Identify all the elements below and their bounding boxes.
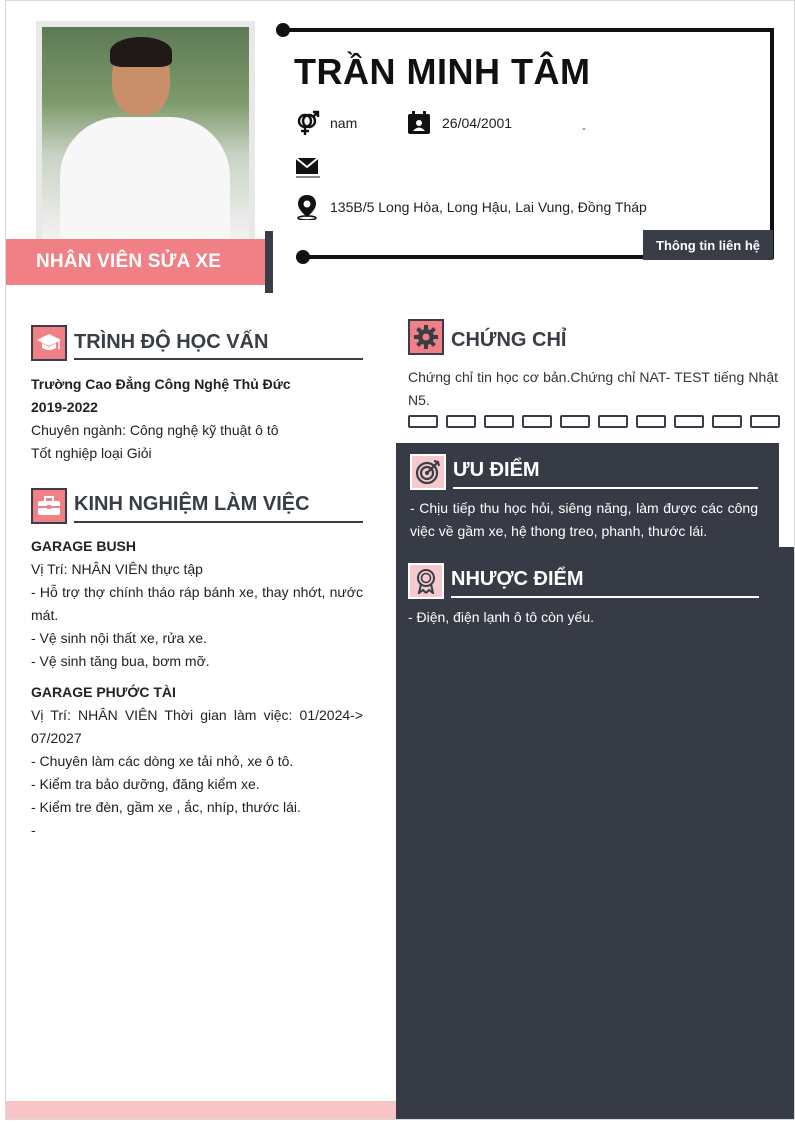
right-dark-panel (396, 443, 795, 1120)
graduation-cap-icon (31, 325, 67, 361)
envelope-icon (294, 153, 320, 179)
experience-line: - Vệ sinh nội thất xe, rửa xe. (31, 630, 207, 646)
strengths-text: - Chịu tiếp thu học hỏi, siêng năng, làm được các công việc về gầm xe, hệ thong treo, phanh, thước lái. (410, 500, 758, 539)
target-icon (410, 454, 446, 490)
experience-job-2 (31, 681, 363, 842)
header-frame-dot-bottom (296, 250, 310, 264)
education-major: Chuyên ngành: Công nghệ kỹ thuật ô tô (31, 422, 279, 438)
award-icon (408, 563, 444, 599)
education-school: Trường Cao Đẳng Công Nghệ Thủ Đức (31, 376, 291, 392)
dob-row (406, 110, 512, 136)
education-title: TRÌNH ĐỘ HỌC VẤN (74, 331, 269, 353)
experience-line: - Vệ sinh tăng bua, bơm mỡ. (31, 653, 210, 669)
experience-underline (74, 521, 363, 523)
experience-line: Vị Trí: NHÂN VIÊN Thời gian làm việc: 01/2024-> 07/2027 (31, 707, 363, 746)
education-years: 2019-2022 (31, 399, 98, 415)
cv-page (5, 0, 795, 1120)
experience-job-1 (31, 535, 363, 673)
education-body (31, 373, 363, 465)
experience-line: - Chuyên làm các dòng xe tải nhỏ, xe ô tô. (31, 753, 294, 769)
gear-icon (408, 319, 444, 355)
experience-line: - (31, 822, 36, 838)
weaknesses-text: - Điện, điện lạnh ô tô còn yếu. (408, 609, 595, 625)
experience-line: - Kiểm tra bảo dưỡng, đăng kiểm xe. (31, 776, 260, 792)
certificates-divider (408, 415, 780, 428)
header-frame-top (284, 28, 774, 32)
education-grade: Tốt nghiệp loại Giỏi (31, 445, 152, 461)
map-pin-icon (294, 194, 320, 220)
strengths-underline (453, 487, 758, 489)
stray-dash: - (582, 123, 586, 135)
experience-company: GARAGE PHƯỚC TÀI (31, 684, 176, 700)
experience-line: Vị Trí: NHÂN VIÊN thực tập (31, 561, 203, 577)
right-panel-notch (779, 443, 795, 547)
dob-value: 26/04/2001 (442, 115, 513, 131)
calendar-icon (406, 110, 432, 136)
gender-icon (294, 110, 320, 136)
experience-title: KINH NGHIỆM LÀM VIỆC (74, 493, 310, 515)
contact-info-tag: Thông tin liên hệ (643, 230, 773, 260)
address-row (294, 194, 647, 220)
gender-row (294, 110, 357, 136)
footer-pink-strip (6, 1101, 396, 1120)
header-frame-right (770, 28, 774, 258)
certificates-title: CHỨNG CHỈ (451, 329, 567, 351)
weaknesses-underline (451, 596, 759, 598)
briefcase-icon (31, 488, 67, 524)
candidate-name: TRẦN MINH TÂM (294, 51, 591, 92)
gender-value: nam (330, 115, 358, 131)
address-value: 135B/5 Long Hòa, Long Hậu, Lai Vung, Đồng Tháp (330, 199, 647, 215)
certificates-text: Chứng chỉ tin học cơ bản.Chứng chỉ NAT- TEST tiếng Nhật N5. (408, 369, 778, 408)
experience-line: - Hỗ trợ thợ chính tháo ráp bánh xe, thay nhớt, nước mát. (31, 584, 363, 623)
job-title-accent-bar (265, 231, 273, 293)
education-underline (74, 358, 363, 360)
job-title: NHÂN VIÊN SỬA XE (36, 251, 222, 272)
experience-line: - Kiểm tre đèn, gầm xe , ắc, nhíp, thước lái. (31, 799, 301, 815)
profile-photo-frame (36, 21, 255, 241)
email-row (294, 153, 330, 179)
profile-photo (42, 27, 249, 241)
header-frame-dot-top (276, 23, 290, 37)
experience-company: GARAGE BUSH (31, 538, 137, 554)
weaknesses-title: NHƯỢC ĐIỂM (451, 568, 584, 590)
strengths-title: ƯU ĐIỂM (453, 459, 540, 481)
